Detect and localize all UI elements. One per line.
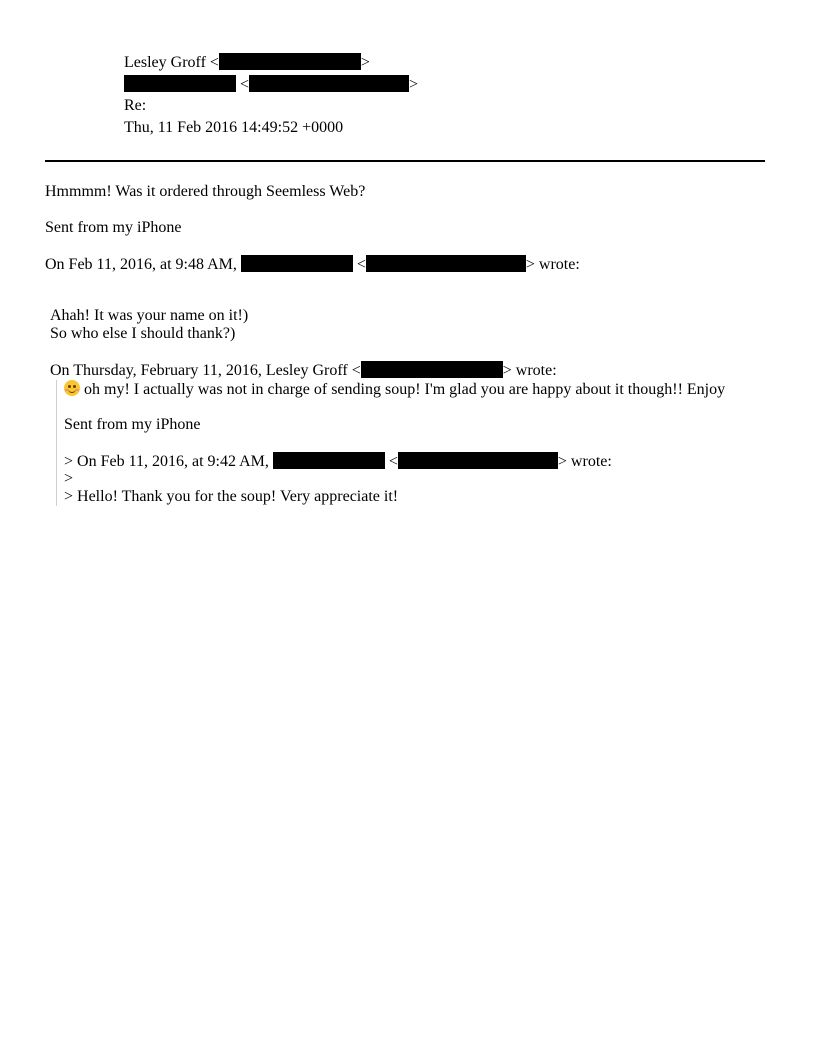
redacted-name xyxy=(241,255,353,272)
quoted-attribution xyxy=(50,361,557,380)
redacted-name xyxy=(124,75,236,92)
signature-line: Sent from my iPhone xyxy=(45,219,182,236)
nested-quote-line xyxy=(64,380,725,399)
quote-bar xyxy=(56,380,57,506)
to-value xyxy=(124,75,418,94)
to-tail: > xyxy=(409,76,419,93)
redacted-email xyxy=(398,452,558,469)
quoted-line: So who else I should thank?) xyxy=(50,325,236,342)
attrib-mid: < xyxy=(388,453,398,470)
attrib-suffix: > wrote: xyxy=(502,362,557,379)
attrib-mid: < xyxy=(356,256,366,273)
attrib-prefix: On Feb 11, 2016, at 9:48 AM, xyxy=(45,256,237,273)
redacted-name xyxy=(273,452,385,469)
nested-quote-text: oh my! I actually was not in charge of sending soup! I'm glad you are happy about it though!! Enjoy xyxy=(84,381,726,398)
redacted-email xyxy=(366,255,526,272)
attrib-suffix: > wrote: xyxy=(557,453,612,470)
header-divider xyxy=(45,160,765,162)
nested-gt-line: > xyxy=(64,470,74,487)
from-tail: > xyxy=(360,54,370,71)
nested-signature: Sent from my iPhone xyxy=(64,416,201,433)
redacted-email xyxy=(361,361,503,378)
attrib-prefix: > On Feb 11, 2016, at 9:42 AM, xyxy=(64,453,269,470)
nested-attribution xyxy=(64,452,612,471)
to-mid: < xyxy=(240,76,250,93)
subject-value: Re: xyxy=(124,97,147,114)
reply-attribution xyxy=(45,255,580,274)
smiling-face-icon xyxy=(64,380,80,396)
body-line: Hmmmm! Was it ordered through Seemless Web? xyxy=(45,183,366,200)
from-value xyxy=(124,53,370,72)
from-name: Lesley Groff < xyxy=(124,54,219,71)
attrib-suffix: > wrote: xyxy=(525,256,580,273)
attrib-prefix: On Thursday, February 11, 2016, Lesley Groff < xyxy=(50,362,361,379)
redacted-email xyxy=(219,53,361,70)
redacted-email xyxy=(249,75,409,92)
date-value: Thu, 11 Feb 2016 14:49:52 +0000 xyxy=(124,119,344,136)
quoted-line: Ahah! It was your name on it!) xyxy=(50,307,249,324)
nested-original-message: > Hello! Thank you for the soup! Very appreciate it! xyxy=(64,488,399,505)
